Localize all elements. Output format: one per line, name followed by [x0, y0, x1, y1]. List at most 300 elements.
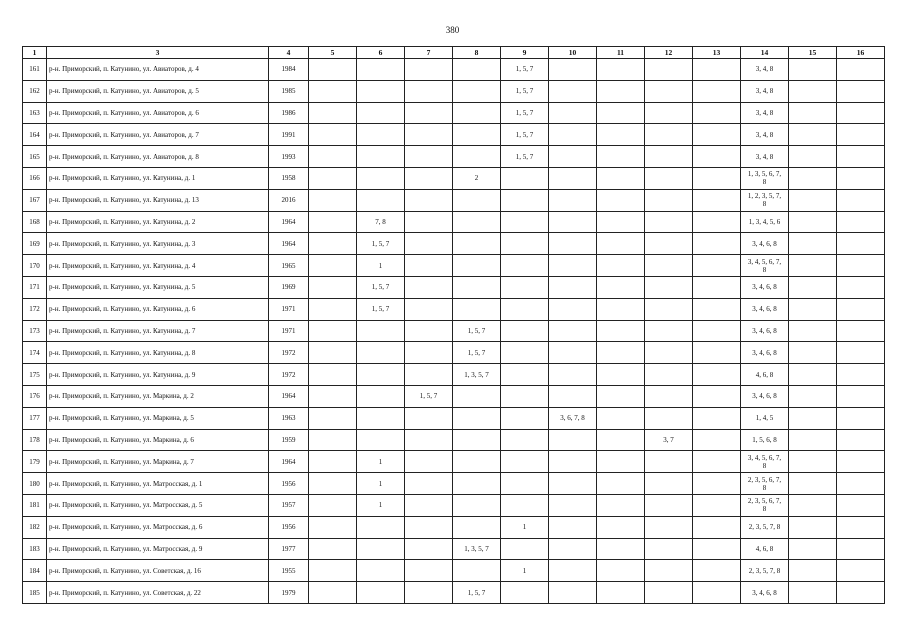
table-cell [597, 582, 645, 604]
table-cell [693, 233, 741, 255]
row-number: 165 [23, 146, 47, 168]
table-cell: 1, 5, 7 [453, 582, 501, 604]
table-cell [405, 233, 453, 255]
table-cell [501, 538, 549, 560]
table-cell [837, 189, 885, 211]
table-cell [693, 364, 741, 386]
table-cell [693, 516, 741, 538]
year-cell: 1957 [269, 494, 309, 516]
table-cell: 1, 5, 7 [357, 298, 405, 320]
table-cell [597, 385, 645, 407]
table-cell [597, 538, 645, 560]
table-cell [453, 407, 501, 429]
table-row [23, 255, 885, 277]
table-cell [309, 167, 357, 189]
table-cell [357, 342, 405, 364]
address-cell: р-н. Приморский, п. Катунино, ул. Катунина, д. 9 [47, 364, 269, 386]
table-cell [597, 59, 645, 81]
table-row [23, 538, 885, 560]
table-cell [549, 124, 597, 146]
table-cell: 3, 4, 6, 8 [741, 320, 789, 342]
column-header-8: 9 [501, 47, 549, 59]
table-cell [597, 429, 645, 451]
year-cell: 1969 [269, 276, 309, 298]
year-cell: 1986 [269, 102, 309, 124]
address-cell: р-н. Приморский, п. Катунино, ул. Катунина, д. 13 [47, 189, 269, 211]
table-cell [453, 451, 501, 473]
table-cell [837, 538, 885, 560]
table-cell [357, 538, 405, 560]
table-row [23, 342, 885, 364]
column-header-15: 16 [837, 47, 885, 59]
table-cell [837, 276, 885, 298]
table-cell [453, 276, 501, 298]
table-cell: 1, 5, 7 [405, 385, 453, 407]
table-cell [597, 255, 645, 277]
table-cell: 1, 5, 7 [357, 276, 405, 298]
table-cell [405, 473, 453, 495]
address-cell: р-н. Приморский, п. Катунино, ул. Авиаторов, д. 6 [47, 102, 269, 124]
table-cell [693, 102, 741, 124]
row-number: 183 [23, 538, 47, 560]
table-cell [693, 189, 741, 211]
column-header-9: 10 [549, 47, 597, 59]
table-cell [549, 211, 597, 233]
year-cell: 1972 [269, 342, 309, 364]
year-cell: 1979 [269, 582, 309, 604]
table-cell: 1 [357, 473, 405, 495]
table-cell [837, 59, 885, 81]
table-cell [693, 124, 741, 146]
column-header-4: 5 [309, 47, 357, 59]
table-cell [645, 538, 693, 560]
row-number: 162 [23, 80, 47, 102]
table-cell [645, 364, 693, 386]
table-cell: 3, 4, 8 [741, 124, 789, 146]
table-cell: 3, 4, 5, 6, 7, 8 [741, 255, 789, 277]
table-cell: 2, 3, 5, 6, 7, 8 [741, 473, 789, 495]
table-cell [645, 582, 693, 604]
table-cell [549, 473, 597, 495]
table-cell [357, 80, 405, 102]
table-cell [357, 189, 405, 211]
table-cell [789, 189, 837, 211]
year-cell: 1985 [269, 80, 309, 102]
address-cell: р-н. Приморский, п. Катунино, ул. Авиаторов, д. 7 [47, 124, 269, 146]
table-cell [645, 255, 693, 277]
table-cell [837, 342, 885, 364]
table-row [23, 276, 885, 298]
column-header-11: 12 [645, 47, 693, 59]
table-cell: 1, 5, 6, 8 [741, 429, 789, 451]
table-cell [789, 59, 837, 81]
table-cell: 3, 4, 5, 6, 7, 8 [741, 451, 789, 473]
table-cell [309, 429, 357, 451]
table-cell [597, 494, 645, 516]
column-header-10: 11 [597, 47, 645, 59]
table-cell [309, 407, 357, 429]
table-cell [837, 494, 885, 516]
table-cell [453, 560, 501, 582]
column-header-7: 8 [453, 47, 501, 59]
table-cell [789, 516, 837, 538]
table-cell [789, 451, 837, 473]
table-cell [693, 59, 741, 81]
table-cell [309, 582, 357, 604]
table-cell [453, 233, 501, 255]
table-cell [549, 233, 597, 255]
table-cell [549, 80, 597, 102]
table-cell: 1, 5, 7 [501, 124, 549, 146]
table-cell [597, 276, 645, 298]
table-cell: 1, 3, 4, 5, 6 [741, 211, 789, 233]
table-cell [837, 582, 885, 604]
year-cell: 1991 [269, 124, 309, 146]
table-cell [789, 582, 837, 604]
table-cell [309, 233, 357, 255]
table-row [23, 364, 885, 386]
address-cell: р-н. Приморский, п. Катунино, ул. Катунина, д. 5 [47, 276, 269, 298]
year-cell: 1959 [269, 429, 309, 451]
table-cell [549, 385, 597, 407]
table-cell [693, 429, 741, 451]
table-cell: 3, 4, 6, 8 [741, 342, 789, 364]
table-cell [405, 364, 453, 386]
table-row [23, 59, 885, 81]
year-cell: 1972 [269, 364, 309, 386]
register-table [22, 46, 885, 604]
table-cell [837, 429, 885, 451]
table-cell: 3, 4, 6, 8 [741, 582, 789, 604]
year-cell: 1977 [269, 538, 309, 560]
table-cell [597, 146, 645, 168]
table-cell [309, 255, 357, 277]
table-cell [405, 80, 453, 102]
table-cell [597, 407, 645, 429]
table-cell [789, 298, 837, 320]
table-cell: 2, 3, 5, 7, 8 [741, 560, 789, 582]
table-cell [309, 298, 357, 320]
table-cell [837, 102, 885, 124]
table-cell [837, 146, 885, 168]
table-cell [549, 298, 597, 320]
table-cell [405, 451, 453, 473]
table-row [23, 80, 885, 102]
table-cell [453, 516, 501, 538]
table-cell [693, 407, 741, 429]
table-cell [645, 80, 693, 102]
table-cell [453, 211, 501, 233]
table-cell [405, 167, 453, 189]
table-cell: 3, 4, 8 [741, 80, 789, 102]
table-cell [789, 429, 837, 451]
table-cell [501, 473, 549, 495]
table-cell: 3, 4, 8 [741, 102, 789, 124]
table-cell [501, 407, 549, 429]
table-cell [357, 582, 405, 604]
table-cell: 1, 3, 5, 6, 7, 8 [741, 167, 789, 189]
table-cell: 1 [501, 516, 549, 538]
table-cell [357, 407, 405, 429]
row-number: 175 [23, 364, 47, 386]
table-cell [549, 102, 597, 124]
table-row [23, 516, 885, 538]
table-cell [789, 167, 837, 189]
row-number: 171 [23, 276, 47, 298]
column-header-6: 7 [405, 47, 453, 59]
year-cell: 1956 [269, 516, 309, 538]
table-cell [549, 560, 597, 582]
table-cell [837, 451, 885, 473]
address-cell: р-н. Приморский, п. Катунино, ул. Катунина, д. 4 [47, 255, 269, 277]
table-cell [405, 342, 453, 364]
table-cell: 3, 4, 6, 8 [741, 385, 789, 407]
table-cell [405, 516, 453, 538]
row-number: 169 [23, 233, 47, 255]
table-cell: 2 [453, 167, 501, 189]
table-cell: 1, 5, 7 [501, 146, 549, 168]
address-cell: р-н. Приморский, п. Катунино, ул. Катунина, д. 2 [47, 211, 269, 233]
table-cell: 1 [501, 560, 549, 582]
table-cell [357, 385, 405, 407]
year-cell: 1971 [269, 298, 309, 320]
table-cell [597, 211, 645, 233]
table-cell [357, 560, 405, 582]
table-cell [837, 298, 885, 320]
table-cell [405, 255, 453, 277]
table-cell [549, 494, 597, 516]
header-row [23, 47, 885, 59]
address-cell: р-н. Приморский, п. Катунино, ул. Катунина, д. 7 [47, 320, 269, 342]
table-cell [597, 364, 645, 386]
table-cell [453, 146, 501, 168]
table-row [23, 189, 885, 211]
column-header-5: 6 [357, 47, 405, 59]
table-cell [309, 385, 357, 407]
table-cell [309, 494, 357, 516]
row-number: 164 [23, 124, 47, 146]
table-cell [645, 560, 693, 582]
row-number: 185 [23, 582, 47, 604]
table-cell [645, 494, 693, 516]
table-cell [789, 146, 837, 168]
table-row [23, 582, 885, 604]
table-cell [501, 211, 549, 233]
table-cell [309, 538, 357, 560]
table-cell [501, 298, 549, 320]
column-header-14: 15 [789, 47, 837, 59]
table-cell [837, 560, 885, 582]
table-cell [357, 102, 405, 124]
table-cell [453, 255, 501, 277]
row-number: 180 [23, 473, 47, 495]
table-cell [645, 233, 693, 255]
table-cell: 3, 4, 6, 8 [741, 233, 789, 255]
year-cell: 1993 [269, 146, 309, 168]
column-header-12: 13 [693, 47, 741, 59]
table-cell [405, 124, 453, 146]
table-cell [597, 473, 645, 495]
table-cell [309, 451, 357, 473]
table-cell [645, 211, 693, 233]
table-cell [693, 582, 741, 604]
table-cell [693, 167, 741, 189]
table-cell [645, 407, 693, 429]
table-row [23, 298, 885, 320]
table-cell [693, 80, 741, 102]
table-cell [645, 276, 693, 298]
page-number: 380 [445, 25, 460, 35]
table-cell [501, 429, 549, 451]
table-cell [357, 124, 405, 146]
year-cell: 1956 [269, 473, 309, 495]
table-cell [693, 494, 741, 516]
table-cell [645, 516, 693, 538]
table-cell [645, 189, 693, 211]
table-cell [309, 364, 357, 386]
table-cell [789, 407, 837, 429]
table-cell [789, 494, 837, 516]
row-number: 176 [23, 385, 47, 407]
table-cell [405, 429, 453, 451]
table-cell: 1, 5, 7 [501, 80, 549, 102]
year-cell: 1963 [269, 407, 309, 429]
table-cell [453, 189, 501, 211]
table-cell [501, 494, 549, 516]
table-cell: 1 [357, 494, 405, 516]
table-cell [453, 124, 501, 146]
table-cell [453, 494, 501, 516]
row-number: 161 [23, 59, 47, 81]
table-cell [645, 59, 693, 81]
table-cell [597, 451, 645, 473]
table-cell: 1, 5, 7 [501, 59, 549, 81]
table-row [23, 211, 885, 233]
row-number: 167 [23, 189, 47, 211]
table-cell [837, 407, 885, 429]
table-cell [549, 276, 597, 298]
address-cell: р-н. Приморский, п. Катунино, ул. Катунина, д. 3 [47, 233, 269, 255]
table-cell [837, 473, 885, 495]
table-cell [789, 80, 837, 102]
table-cell [597, 124, 645, 146]
table-cell [789, 320, 837, 342]
table-cell [405, 538, 453, 560]
table-cell [405, 320, 453, 342]
table-cell: 1 [357, 255, 405, 277]
table-cell [405, 582, 453, 604]
table-cell: 1, 5, 7 [501, 102, 549, 124]
row-number: 173 [23, 320, 47, 342]
table-cell [645, 451, 693, 473]
row-number: 184 [23, 560, 47, 582]
table-cell [693, 538, 741, 560]
table-cell: 3, 7 [645, 429, 693, 451]
table-cell [549, 451, 597, 473]
table-cell [789, 124, 837, 146]
table-cell [693, 385, 741, 407]
address-cell: р-н. Приморский, п. Катунино, ул. Катунина, д. 6 [47, 298, 269, 320]
table-cell [789, 102, 837, 124]
table-cell [645, 342, 693, 364]
table-cell [837, 255, 885, 277]
table-cell [549, 255, 597, 277]
address-cell: р-н. Приморский, п. Катунино, ул. Матросская, д. 9 [47, 538, 269, 560]
table-cell [789, 385, 837, 407]
address-cell: р-н. Приморский, п. Катунино, ул. Авиаторов, д. 5 [47, 80, 269, 102]
table-cell [597, 516, 645, 538]
table-cell [405, 211, 453, 233]
table-cell: 2, 3, 5, 7, 8 [741, 516, 789, 538]
table-cell [693, 451, 741, 473]
table-cell [309, 342, 357, 364]
row-number: 166 [23, 167, 47, 189]
table-cell [645, 473, 693, 495]
table-row [23, 407, 885, 429]
year-cell: 1965 [269, 255, 309, 277]
table-cell [693, 473, 741, 495]
table-cell [309, 80, 357, 102]
table-cell [837, 211, 885, 233]
table-cell [693, 146, 741, 168]
table-row [23, 473, 885, 495]
table-cell [549, 146, 597, 168]
table-cell [549, 167, 597, 189]
year-cell: 1971 [269, 320, 309, 342]
table-cell [501, 189, 549, 211]
table-cell [453, 102, 501, 124]
address-cell: р-н. Приморский, п. Катунино, ул. Маркина, д. 6 [47, 429, 269, 451]
table-cell [789, 233, 837, 255]
table-cell [501, 320, 549, 342]
table-cell [405, 189, 453, 211]
table-cell [693, 560, 741, 582]
table-cell [597, 102, 645, 124]
table-cell [645, 298, 693, 320]
table-cell [309, 124, 357, 146]
table-cell [357, 364, 405, 386]
table-row [23, 146, 885, 168]
table-cell: 3, 6, 7, 8 [549, 407, 597, 429]
year-cell: 1964 [269, 233, 309, 255]
column-header-13: 14 [741, 47, 789, 59]
table-row [23, 451, 885, 473]
year-cell: 1964 [269, 211, 309, 233]
table-cell [357, 167, 405, 189]
row-number: 163 [23, 102, 47, 124]
table-cell [789, 342, 837, 364]
table-cell: 1, 3, 5, 7 [453, 364, 501, 386]
table-cell [837, 80, 885, 102]
table-cell: 4, 6, 8 [741, 364, 789, 386]
table-cell [645, 167, 693, 189]
table-cell [789, 560, 837, 582]
year-cell: 2016 [269, 189, 309, 211]
row-number: 172 [23, 298, 47, 320]
table-cell [789, 255, 837, 277]
table-cell [453, 80, 501, 102]
table-cell [501, 276, 549, 298]
address-cell: р-н. Приморский, п. Катунино, ул. Маркина, д. 2 [47, 385, 269, 407]
table-cell [405, 407, 453, 429]
table-cell [405, 102, 453, 124]
address-cell: р-н. Приморский, п. Катунино, ул. Авиаторов, д. 8 [47, 146, 269, 168]
table-row [23, 494, 885, 516]
table-cell [549, 516, 597, 538]
table-cell [597, 189, 645, 211]
table-cell: 1 [357, 451, 405, 473]
table-cell [309, 560, 357, 582]
